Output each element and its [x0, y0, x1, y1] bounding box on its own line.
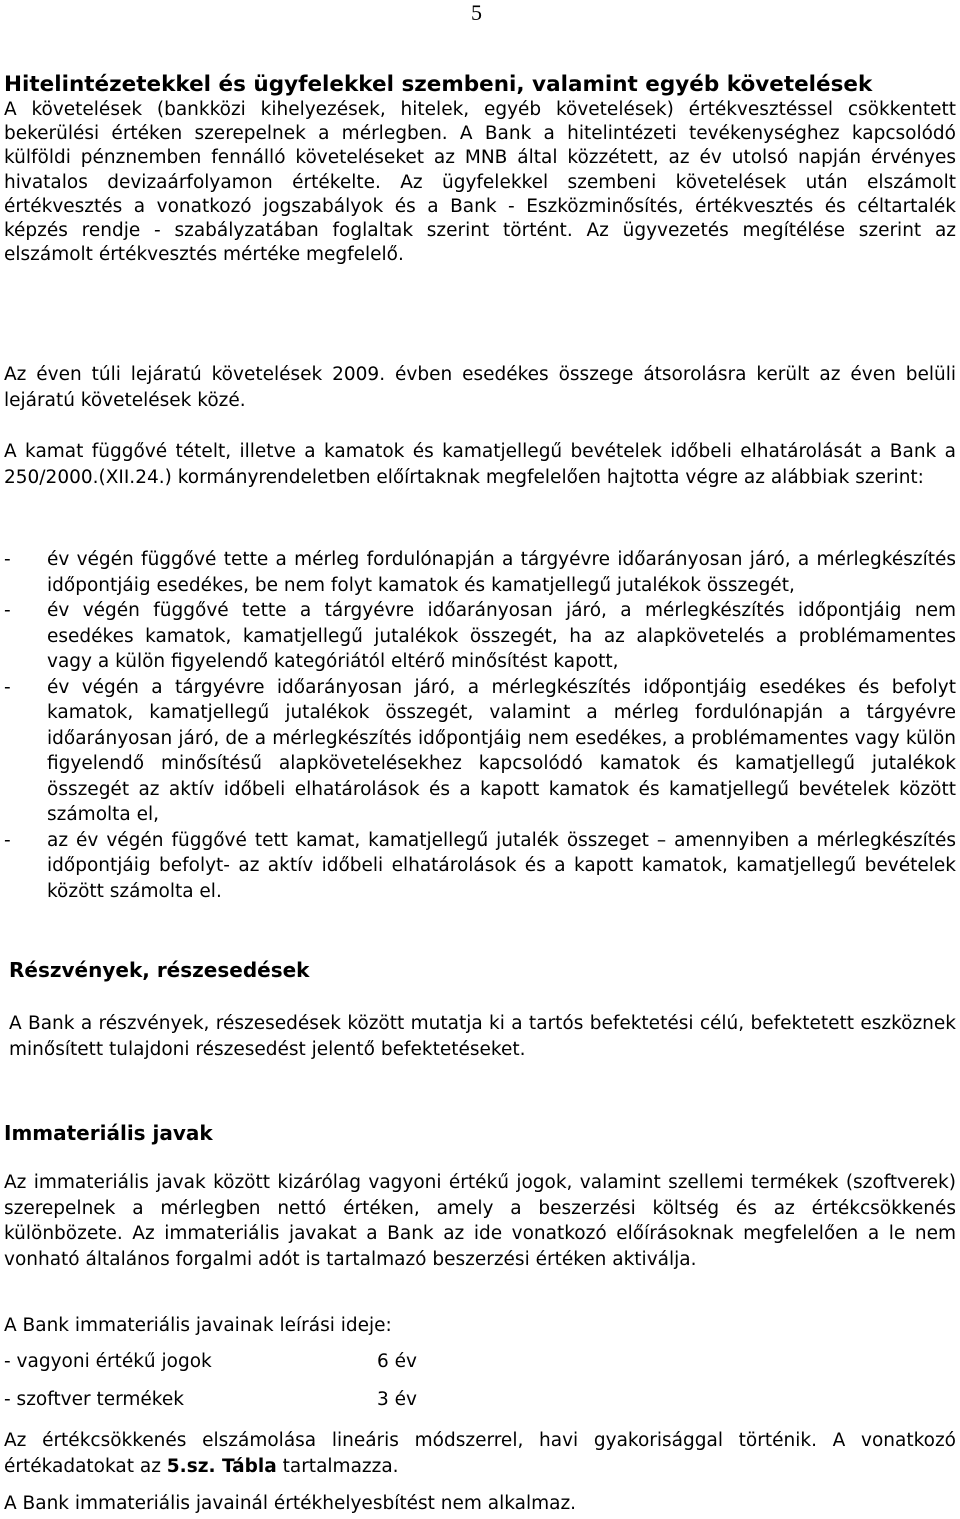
revaluation-paragraph: A Bank immateriális javainál értékhelyesbítést nem alkalmaz.: [4, 1493, 577, 1514]
list-dash: -: [4, 829, 11, 851]
intangibles-paragraph: Az immateriális javak között kizárólag vagyoni értékű jogok, valamint szellemi termékek (szoftverek) szerepelnek a mérlegben nettó értéken, amely a beszerzési költség és az értékcsökkenés különbözete. Az immateriális javakat a Bank az ide vonatkozó előírásoknak megfelelően a le nem vonható általános forgalmi adót is tartalmazó beszerzési értéken aktiválja.: [4, 1172, 956, 1271]
section-title-receivables: Hitelintézetekkel és ügyfelekkel szembeni, valamint egyéb követelések: [4, 72, 873, 97]
depreciation-method-paragraph: [4, 1428, 956, 1479]
list-item: [4, 598, 956, 675]
interest-paragraph: A kamat függővé tételt, illetve a kamatok és kamatjellegű bevételek időbeli elhatárolását a Bank a 250/2000.(XII.24.) kormányrendeletben előírtaknak megfelelően hajtotta végre az alábbiak szerint:: [4, 441, 956, 488]
list-dash: -: [4, 600, 11, 621]
list-item-text: év végén függővé tette a mérleg fordulónapján a tárgyévre időarányosan járó, a mérlegkészítés időpontjáig esedékes, be nem folyt kamatok és kamatjellegű jutalékok összegét,: [47, 549, 956, 596]
receivables-paragraph: A követelések (bankközi kihelyezések, hitelek, egyéb követelések) értékvesztéssel csökkentett bekerülési értéken szerepelnek a mérlegben. A Bank a hitelintézeti tevékenységhez kapcsolódó külföldi pénznemben fennálló követeléseket az MNB által közzétett, az év utolsó napján érvényes hivatalos devizaárfolyamon értékelte. Az ügyfelekkel szembeni követelések után elszámolt értékvesztés a vonatkozó jogszabályok és a Bank - Eszközminősítés, értékvesztés és céltartalék képzés rendje - szabályzatában foglaltak szerint történt. Az ügyvezetés megítélése szerint az elszámolt értékvesztés mértéke megfelelő.: [4, 99, 956, 266]
section-title-shares: Részvények, részesedések: [9, 958, 310, 982]
depreciation-method-text: Az értékcsökkenés elszámolása lineáris módszerrel, havi gyakorisággal történik. A vonatkozó értékadatokat az: [4, 1430, 956, 1477]
depreciation-method-text-end: tartalmazza.: [276, 1455, 399, 1477]
list-item-text: év végén a tárgyévre időarányosan járó, a mérlegkészítés időpontjáig esedékes és befolyt kamatok, kamatjellegű jutalékok összegét, valamint a mérleg fordulónapján a tárgyévre időarányosan járó, de a mérlegkészítés időpontjáig nem esedékes, a problémamentes vagy külön figyelendő minősítésű alapkövetelésekhez kapcsolódó kamatok és kamatjellegű jutalékok összegét az aktív időbeli elhatárolások és a kapott kamatok és kamatjellegű bevételek között számolta el,: [47, 676, 956, 825]
interest-rules-list: [4, 547, 956, 904]
list-item-text: az év végén függővé tett kamat, kamatjellegű jutalék összeget – amennyiben a mérlegkészítés időpontjáig befolyt- az aktív időbeli elhatárolások és a kapott kamatok, kamatjellegű bevételek között számolta el.: [47, 829, 956, 902]
list-item: [4, 547, 956, 598]
table-reference: 5.sz. Tábla: [166, 1455, 277, 1477]
list-item: [4, 828, 956, 905]
depreciation-period-heading: A Bank immateriális javainak leírási ideje:: [4, 1315, 392, 1336]
list-item: [4, 675, 956, 828]
list-item-text: év végén függővé tette a tárgyévre időarányosan járó, a mérlegkészítés időpontjáig nem esedékes kamatok, kamatjellegű jutalékok összegét, ha az alapkövetelés a problémamentes vagy a külön figyelendő kategóriától eltérő minősítést kapott,: [47, 600, 956, 672]
maturity-paragraph: Az éven túli lejáratú követelések 2009. évben esedékes összege átsorolásra került az éven belüli lejáratú követelések közé.: [4, 364, 956, 411]
depreciation-row: [4, 1351, 417, 1372]
depreciation-row-value: 3 év: [377, 1389, 417, 1410]
shares-paragraph: A Bank a részvények, részesedések között mutatja ki a tartós befektetési célú, befektetett eszköznek minősített tulajdoni részesedést jelentő befektetéseket.: [9, 1013, 956, 1060]
depreciation-row: [4, 1389, 417, 1410]
list-dash: -: [4, 549, 11, 570]
section-title-intangibles: Immateriális javak: [4, 1121, 213, 1145]
list-dash: -: [4, 676, 11, 698]
depreciation-row-label: - szoftver termékek: [4, 1389, 184, 1410]
page-number: 5: [471, 0, 482, 25]
depreciation-row-label: - vagyoni értékű jogok: [4, 1351, 212, 1372]
depreciation-row-value: 6 év: [377, 1351, 417, 1372]
